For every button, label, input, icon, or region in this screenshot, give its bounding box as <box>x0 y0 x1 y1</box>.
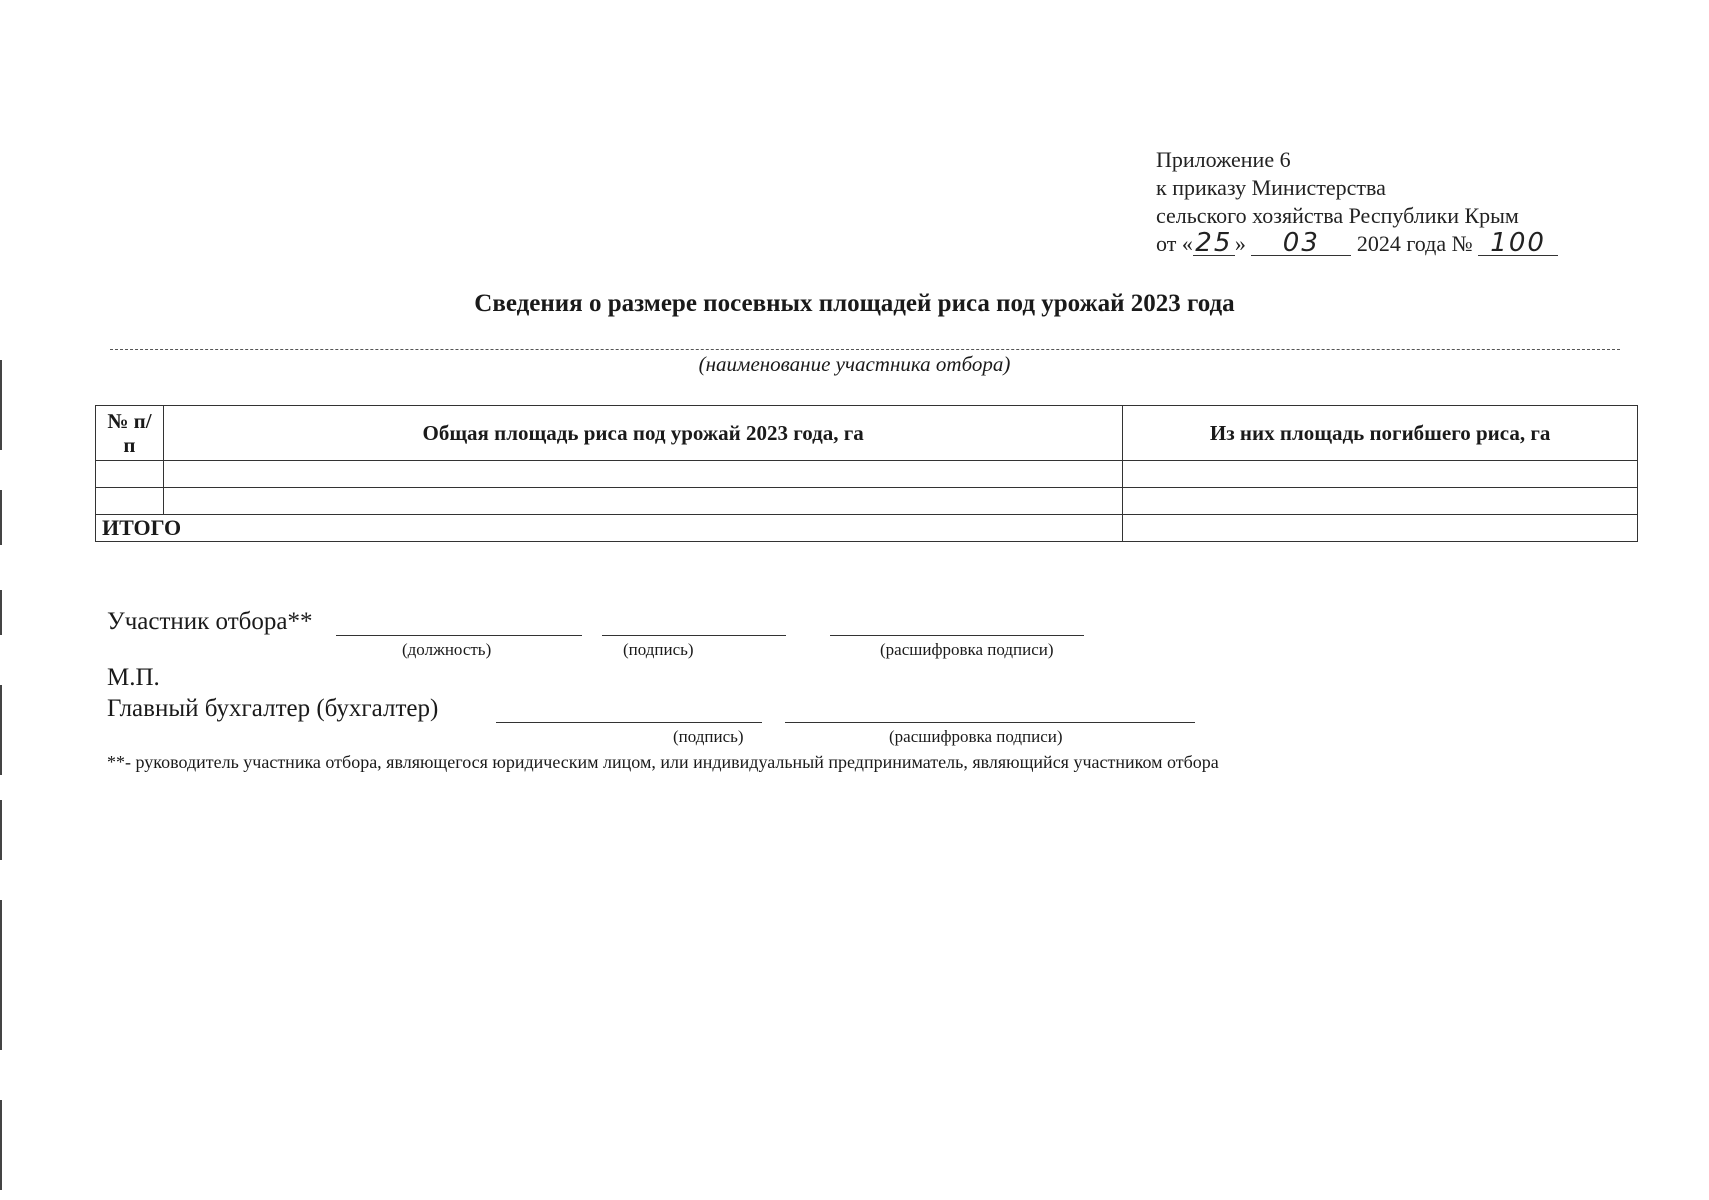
document-title: Сведения о размере посевных площадей риса под урожай 2023 года <box>474 290 1235 317</box>
scan-margin-mark <box>0 590 2 635</box>
handwritten-number: 100 <box>1478 231 1558 256</box>
table-cell[interactable] <box>163 461 1122 488</box>
position-line[interactable] <box>336 635 582 636</box>
date-mid: » <box>1234 231 1246 256</box>
table-cell[interactable] <box>1123 488 1638 515</box>
accountant-signature-caption: (подпись) <box>673 727 744 746</box>
approval-line: к приказу Министерства <box>1156 175 1386 200</box>
table-cell[interactable] <box>96 461 164 488</box>
participant-name-caption: (наименование участника отбора) <box>698 352 1011 376</box>
header-number: № п/п <box>96 406 164 461</box>
accountant-decode-caption: (расшифровка подписи) <box>889 727 1063 746</box>
approval-block <box>1156 146 1558 258</box>
scan-margin-mark <box>0 490 2 545</box>
table-cell[interactable] <box>1123 461 1638 488</box>
position-caption: (должность) <box>402 640 492 659</box>
signature-caption: (подпись) <box>623 640 694 659</box>
stamp-label: М.П. <box>107 664 160 691</box>
date-prefix: от « <box>1156 231 1193 256</box>
header-total-area: Общая площадь риса под урожай 2023 года, га <box>163 406 1122 461</box>
accountant-signature-line[interactable] <box>496 722 762 723</box>
table-row <box>96 488 1638 515</box>
approval-line: сельского хозяйства Республики Крым <box>1156 203 1519 228</box>
scan-margin-mark <box>0 800 2 860</box>
header-lost-area: Из них площадь погибшего риса, га <box>1123 406 1638 461</box>
participant-name-line <box>110 349 1620 350</box>
handwritten-month: 03 <box>1251 231 1351 256</box>
accountant-label: Главный бухгалтер (бухгалтер) <box>107 695 439 722</box>
approval-date-line <box>1156 230 1558 258</box>
table-row <box>96 461 1638 488</box>
decode-caption: (расшифровка подписи) <box>880 640 1054 659</box>
total-value-cell[interactable] <box>1123 515 1638 542</box>
participant-label: Участник отбора** <box>107 608 313 635</box>
scan-margin-mark <box>0 900 2 1050</box>
decode-line[interactable] <box>830 635 1084 636</box>
table-cell[interactable] <box>96 488 164 515</box>
approval-line: Приложение 6 <box>1156 147 1291 172</box>
handwritten-day: 25 <box>1193 231 1235 256</box>
table-total-row <box>96 515 1638 542</box>
scan-margin-mark <box>0 685 2 775</box>
signature-line[interactable] <box>602 635 786 636</box>
accountant-decode-line[interactable] <box>785 722 1195 723</box>
footnote: **- руководитель участника отбора, являющегося юридическим лицом, или индивидуальный предприниматель, являющийся участником отбора <box>107 752 1219 772</box>
year-text: 2024 года № <box>1356 231 1473 256</box>
table-cell[interactable] <box>163 488 1122 515</box>
table-header-row <box>96 406 1638 461</box>
scan-margin-mark <box>0 1100 2 1190</box>
total-label: ИТОГО <box>96 515 1123 542</box>
rice-area-table <box>95 405 1638 542</box>
